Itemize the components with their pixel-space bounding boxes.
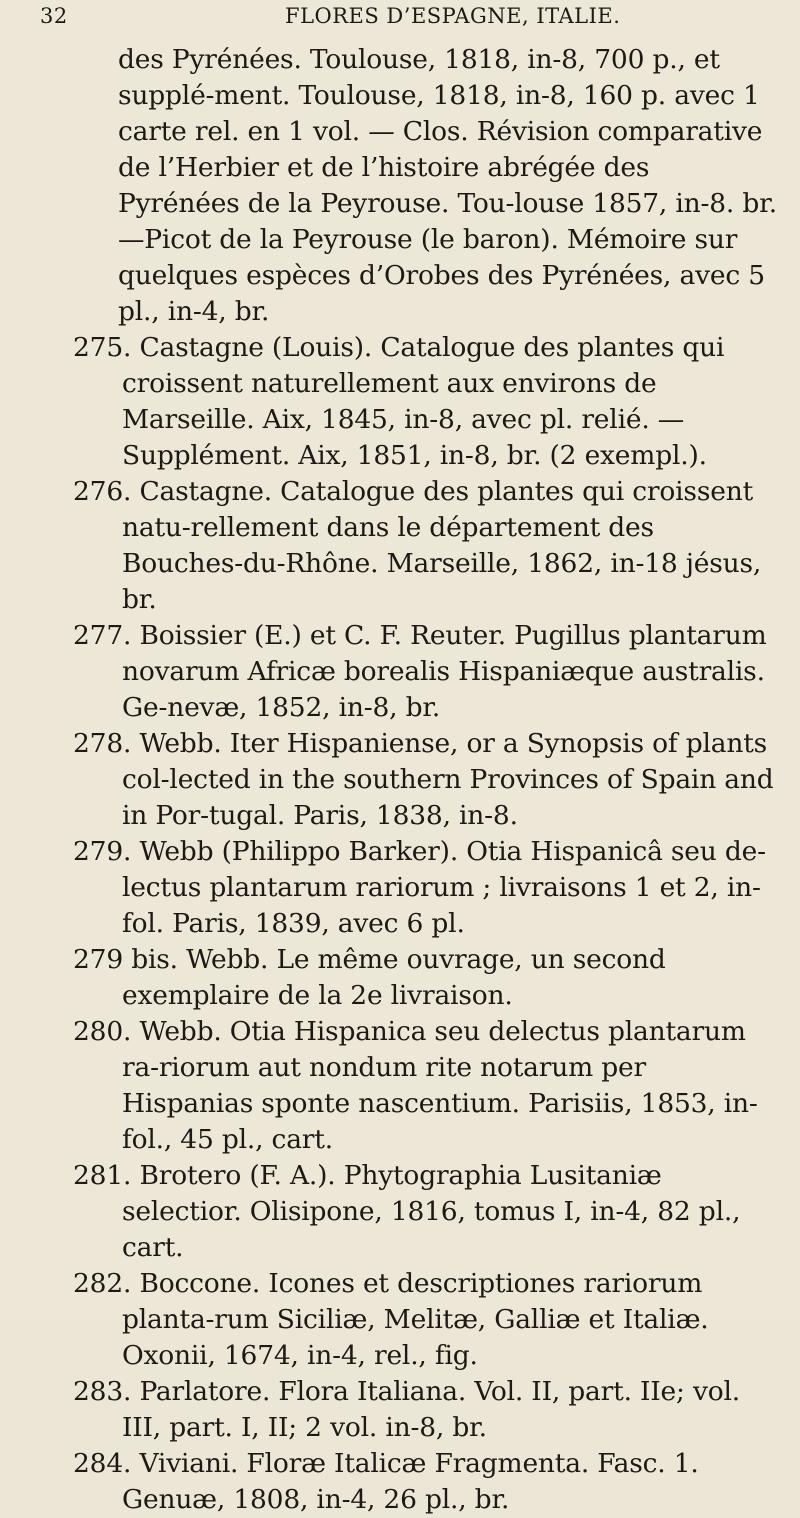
- entry-text: Webb (Philippo Barker). Otia Hispanicâ seu de-lectus plantarum rariorum ; livraisons 1 et 2, in-fol. Paris, 1839, avec 6 pl.: [122, 836, 766, 939]
- entry-text: des Pyrénées. Toulouse, 1818, in-8, 700 p., et supplé-ment. Toulouse, 1818, in-8, 160 p. avec 1 carte rel. en 1 vol. — Clos. Révision comparative de l’Herbier et de l’histoire abrégée des Pyrénées de la Peyrouse. Tou-louse 1857, in-8. br.—Picot de la Peyrouse (le baron). Mémoire sur quelques espèces d’Orobes des Pyrénées, avec 5 pl., in-4, br.: [118, 44, 777, 327]
- page-header: [40, 4, 780, 34]
- entry-text: Viviani. Floræ Italicæ Fragmenta. Fasc. 1. Genuæ, 1808, in-4, 26 pl., br.: [122, 1448, 699, 1515]
- entry-number: 280.: [73, 1016, 132, 1047]
- catalogue-entry: [73, 474, 778, 618]
- entry-text: Brotero (F. A.). Phytographia Lusitaniæ selectior. Olisipone, 1816, tomus I, in-4, 82 pl., cart.: [122, 1160, 741, 1263]
- entry-number: 277.: [73, 620, 132, 651]
- entry-text: Boissier (E.) et C. F. Reuter. Pugillus plantarum novarum Africæ borealis Hispaniæque australis. Ge-nevæ, 1852, in-8, br.: [122, 620, 767, 723]
- entry-number: 275.: [73, 332, 132, 363]
- catalogue-entry: [73, 618, 778, 726]
- entry-text: Boccone. Icones et descriptiones rariorum planta-rum Siciliæ, Melitæ, Galliæ et Italiæ. Oxonii, 1674, in-4, rel., fig.: [122, 1268, 709, 1371]
- entry-text: Webb. Iter Hispaniense, or a Synopsis of plants col-lected in the southern Provinces of Spain and in Por-tugal. Paris, 1838, in-8.: [122, 728, 774, 831]
- catalogue-entry: [73, 330, 778, 474]
- catalogue-entry: [73, 1014, 778, 1158]
- page-number: 32: [40, 4, 68, 28]
- entry-number: 278.: [73, 728, 132, 759]
- catalogue-entry: [73, 1446, 778, 1518]
- entry-text: Webb. Otia Hispanica seu delectus plantarum ra-riorum aut nondum rite notarum per Hispanias sponte nascentium. Parisiis, 1853, in-fol., 45 pl., cart.: [122, 1016, 758, 1155]
- entry-number: 279.: [73, 836, 132, 867]
- entry-number: 284.: [73, 1448, 132, 1479]
- entry-number: 276.: [73, 476, 132, 507]
- catalogue-entry: [73, 1158, 778, 1266]
- catalogue-entry: [73, 726, 778, 834]
- entry-number: 281.: [73, 1160, 132, 1191]
- catalogue-entry: [118, 42, 778, 330]
- catalogue-entries: [73, 42, 778, 1518]
- entry-number: 279 bis.: [73, 944, 178, 975]
- catalogue-entry: [73, 1374, 778, 1446]
- entry-text: Webb. Le même ouvrage, un second exemplaire de la 2e livraison.: [122, 944, 666, 1011]
- entry-number: 282.: [73, 1268, 132, 1299]
- entry-text: Parlatore. Flora Italiana. Vol. II, part. IIe; vol. III, part. I, II; 2 vol. in-8, br.: [122, 1376, 741, 1443]
- catalogue-entry: [73, 942, 778, 1014]
- entry-number: 283.: [73, 1376, 132, 1407]
- catalogue-entry: [73, 834, 778, 942]
- entry-text: Castagne (Louis). Catalogue des plantes qui croissent naturellement aux environs de Marseille. Aix, 1845, in-8, avec pl. relié. — Supplément. Aix, 1851, in-8, br. (2 exempl.).: [122, 332, 725, 471]
- entry-text: Castagne. Catalogue des plantes qui croissent natu-rellement dans le département des Bouches-du-Rhône. Marseille, 1862, in-18 jésus, br.: [122, 476, 762, 615]
- catalogue-entry: [73, 1266, 778, 1374]
- running-title: FLORES D’ESPAGNE, ITALIE.: [285, 4, 621, 28]
